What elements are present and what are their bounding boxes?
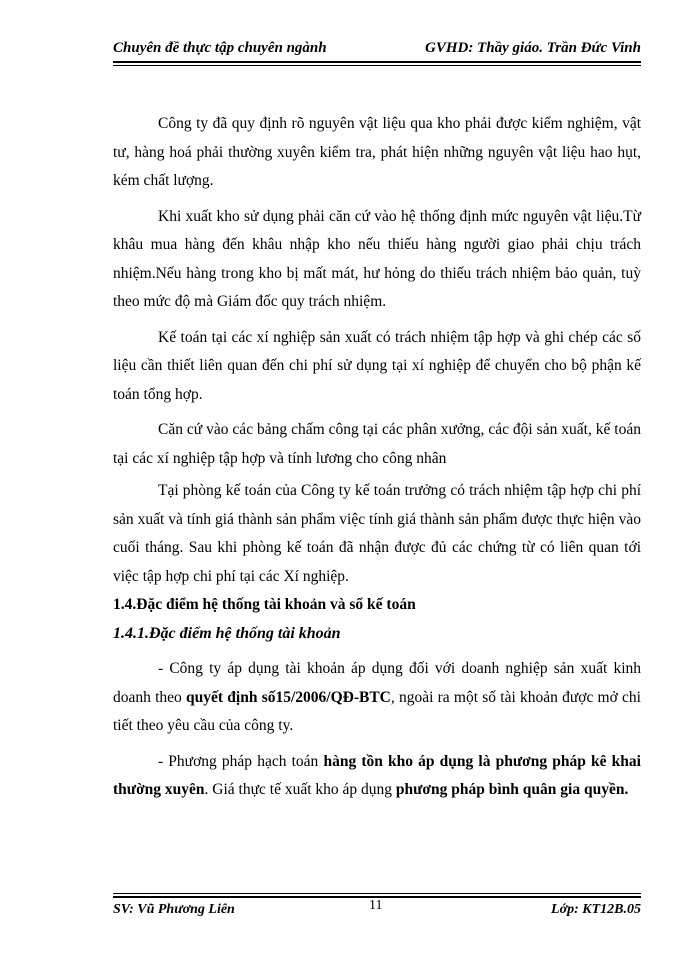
subsection-heading: 1.4.1.Đặc điểm hệ thống tài khoản	[113, 624, 341, 642]
footer-student: SV: Vũ Phương Liên	[113, 902, 235, 917]
paragraph: Căn cứ vào các bảng chấm công tại các phân xưởng, các đội sản xuất, kế toán tại các xí nghiệp tập hợp và tính lương cho công nhân	[113, 421, 641, 467]
bullet-text: - Công ty áp dụng tài khoản áp dụng đối với doanh nghiệp sản xuất kinh doanh theo	[113, 660, 641, 706]
page-footer	[113, 898, 641, 922]
bullet-text: . Giá thực tế xuất kho áp dụng	[204, 781, 396, 798]
header-title: Chuyên đề thực tập chuyên ngành	[113, 40, 327, 56]
bullet-paragraph	[113, 748, 641, 805]
bullet-text: , ngoài ra một số tài khoản được mở chi tiết theo yêu cầu của công ty.	[113, 688, 641, 734]
footer-class: Lớp: KT12B.05	[551, 902, 641, 917]
bullet-bold-text: phương pháp bình quân gia quyền.	[395, 781, 629, 798]
page-body	[113, 110, 641, 805]
page-number: 11	[369, 898, 383, 913]
paragraph: Kế toán tại các xí nghiệp sản xuất có trách nhiệm tập hợp và ghi chép các số liệu cần thiết liên quan đến chi phí sử dụng tại xí nghiệp để chuyển cho bộ phận kế toán tổng hợp.	[113, 328, 641, 403]
bullet-bold-text: quyết định số15/2006/QĐ-BTC	[186, 688, 391, 706]
header-divider	[113, 61, 641, 66]
paragraph: Công ty đã quy định rõ nguyên vật liệu qua kho phải được kiểm nghiệm, vật tư, hàng hoá phải thường xuyên kiểm tra, phát hiện những nguyên vật liệu hao hụt, kém chất lượng.	[113, 115, 641, 189]
bullet-text: - Phương pháp hạch toán	[158, 752, 324, 770]
bullet-paragraph	[113, 655, 641, 741]
page-header	[113, 40, 641, 57]
section-heading: 1.4.Đặc điểm hệ thống tài khoản và sổ kế toán	[113, 596, 416, 613]
paragraph: Tại phòng kế toán của Công ty kế toán trưởng có trách nhiệm tập hợp chi phí sản xuất và tính giá thành sản phẩm việc tính giá thành sản phẩm được thực hiện vào cuối tháng. Sau khi phòng kế toán đã nhận được đủ các chứng từ có liên quan tới việc tập hợp chi phí tại các Xí nghiệp.	[113, 482, 641, 585]
paragraph: Khi xuất kho sử dụng phải căn cứ vào hệ thống định mức nguyên vật liệu.Từ khâu mua hàng đến khâu nhập kho nếu thiếu hàng người giao phải chịu trách nhiệm.Nếu hàng trong kho bị mất mát, hư hỏng do thiếu trách nhiệm bảo quản, tuỳ theo mức độ mà Giám đốc quy trách nhiệm.	[113, 207, 641, 310]
bullet-bold-text: hàng tồn kho áp dụng là phương pháp kê khai thường xuyên	[113, 752, 641, 798]
header-supervisor: GVHD: Thầy giáo. Trần Đức Vinh	[425, 40, 641, 56]
